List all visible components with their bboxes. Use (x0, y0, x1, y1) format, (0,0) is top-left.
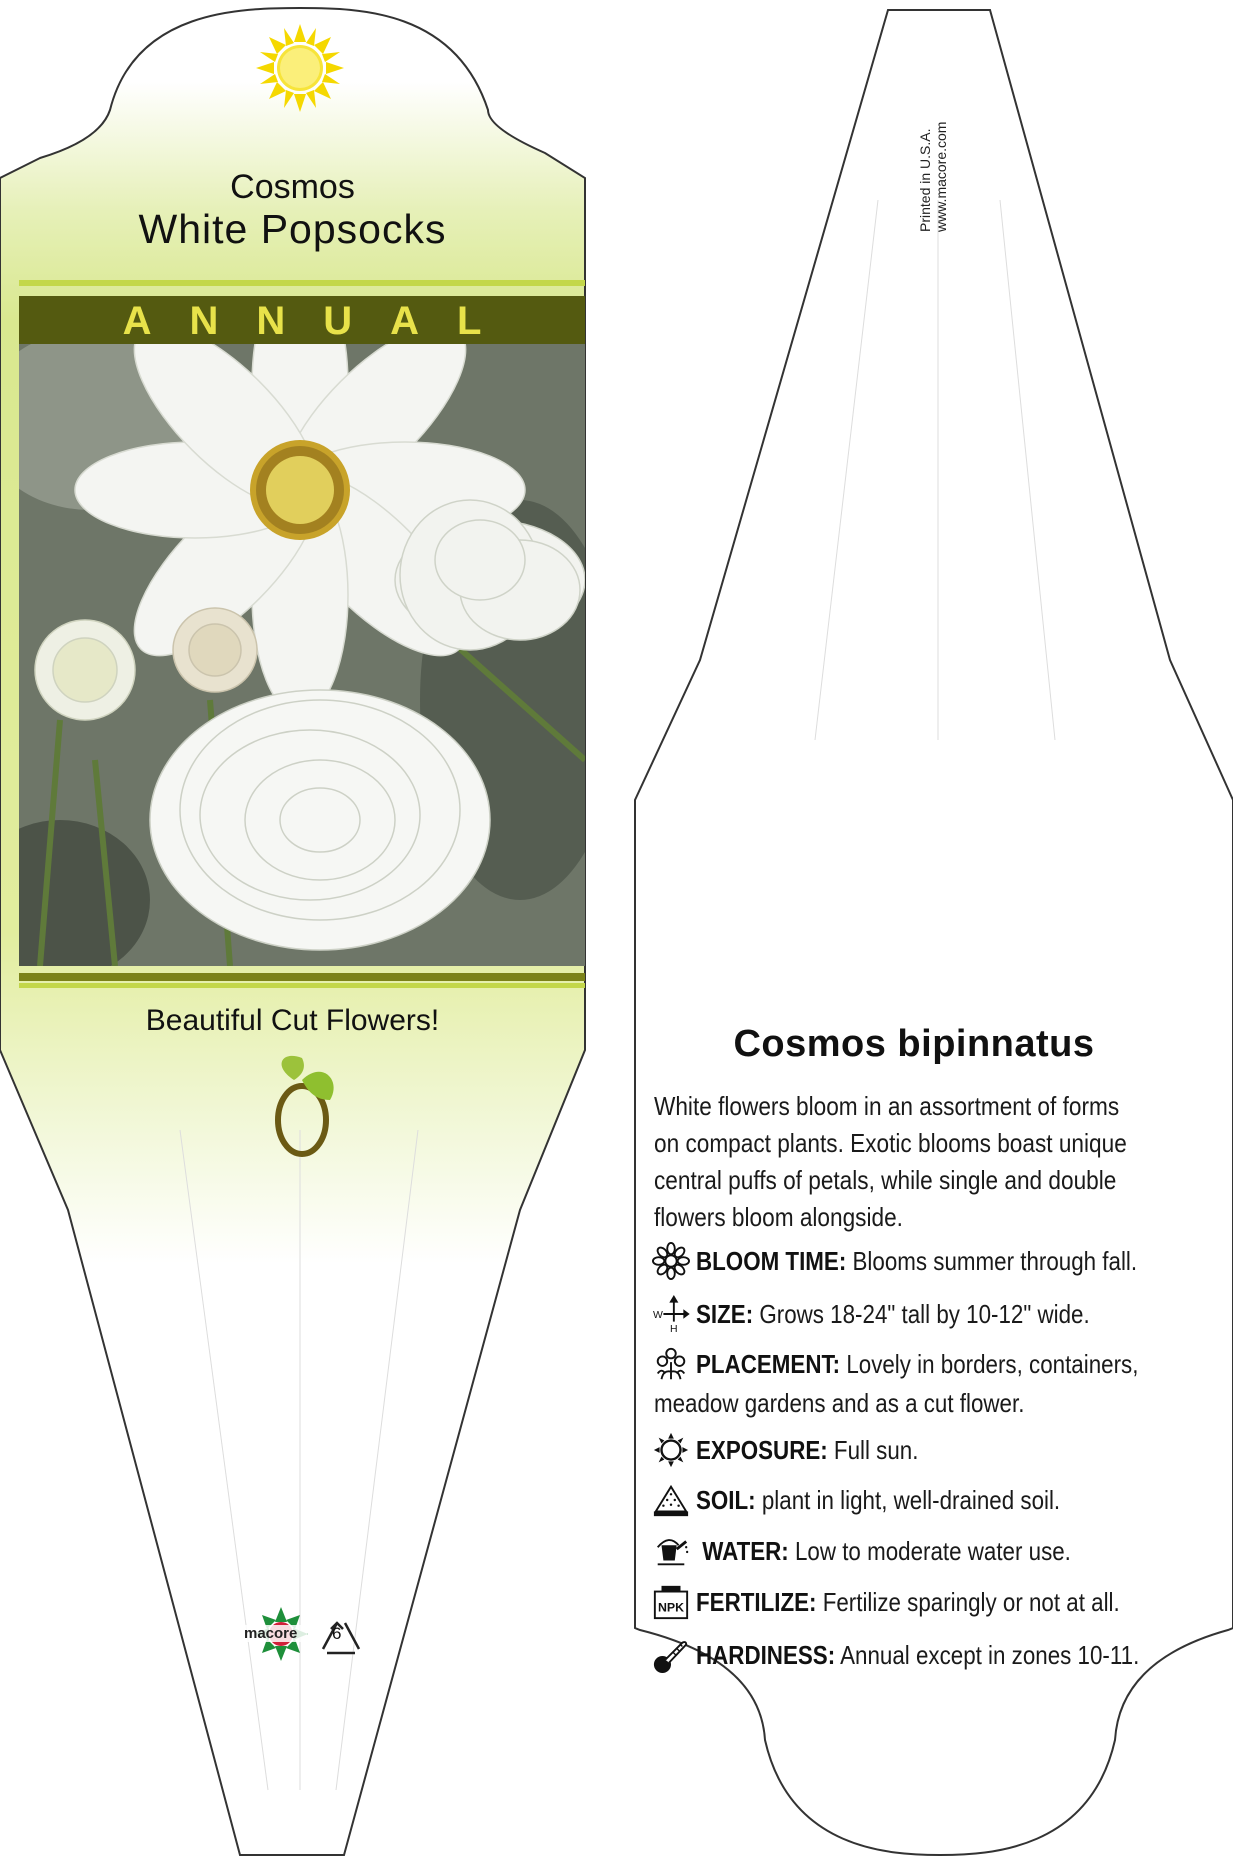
care-value: plant in light, well-drained soil. (761, 1484, 1061, 1515)
variety-name: White Popsocks (138, 206, 447, 252)
care-row-size (652, 1294, 1154, 1334)
care-row-soil (652, 1480, 1119, 1520)
care-value: Full sun. (833, 1434, 919, 1465)
common-name: Cosmos (230, 168, 355, 206)
size-icon-w: W (652, 1309, 663, 1321)
category-label: ANNUAL (122, 299, 520, 343)
thermometer-icon (652, 1636, 690, 1674)
watering-can-icon (652, 1532, 690, 1570)
care-row-water (652, 1531, 1132, 1571)
width-height-icon (652, 1295, 690, 1333)
care-label: FERTILIZE: (696, 1586, 817, 1617)
care-row-bloom-time (652, 1241, 1209, 1281)
tagline: Beautiful Cut Flowers! (145, 1004, 440, 1037)
print-info (917, 122, 949, 232)
soil-icon (652, 1481, 690, 1519)
care-label: HARDINESS: (696, 1639, 836, 1670)
description: White flowers bloom in an assortment of forms on compact plants. Exotic blooms boast unique central puffs of petals, while single and double flowers bloom alongside. (654, 1091, 1127, 1232)
care-label: EXPOSURE: (696, 1434, 828, 1465)
npk-icon (652, 1583, 690, 1621)
placement-icon (652, 1345, 690, 1383)
care-value: Blooms summer through fall. (852, 1245, 1138, 1276)
care-label: PLACEMENT: (696, 1348, 841, 1379)
care-label: SOIL: (696, 1484, 756, 1515)
care-value: Annual except in zones 10-11. (840, 1639, 1140, 1670)
printed-in: Printed in U.S.A. (917, 128, 933, 232)
care-row-hardiness (652, 1635, 1211, 1675)
care-value-continued: meadow gardens and as a cut flower. (654, 1388, 1025, 1418)
brand-name: macore (244, 1625, 298, 1642)
care-label: WATER: (702, 1535, 789, 1566)
back-tag-outline (635, 10, 1233, 1855)
sun-icon (652, 1431, 690, 1469)
care-row-exposure (652, 1430, 955, 1470)
care-value: Grows 18-24" tall by 10-12" wide. (759, 1298, 1090, 1329)
care-value: Fertilize sparingly or not at all. (822, 1586, 1120, 1617)
care-label: SIZE: (696, 1298, 754, 1329)
recycle-code: 6 (332, 1624, 342, 1643)
size-icon-h: H (670, 1324, 678, 1333)
npk-text: NPK (657, 1600, 685, 1615)
care-value: Lovely in borders, containers, (846, 1348, 1139, 1379)
care-label: BLOOM TIME: (696, 1245, 847, 1276)
website: www.macore.com (933, 121, 949, 232)
flower-icon (652, 1242, 690, 1280)
care-row-fertilize (652, 1582, 1189, 1622)
botanical-name: Cosmos bipinnatus (733, 1023, 1095, 1065)
care-row-placement (652, 1344, 1210, 1384)
care-value: Low to moderate water use. (794, 1535, 1071, 1566)
